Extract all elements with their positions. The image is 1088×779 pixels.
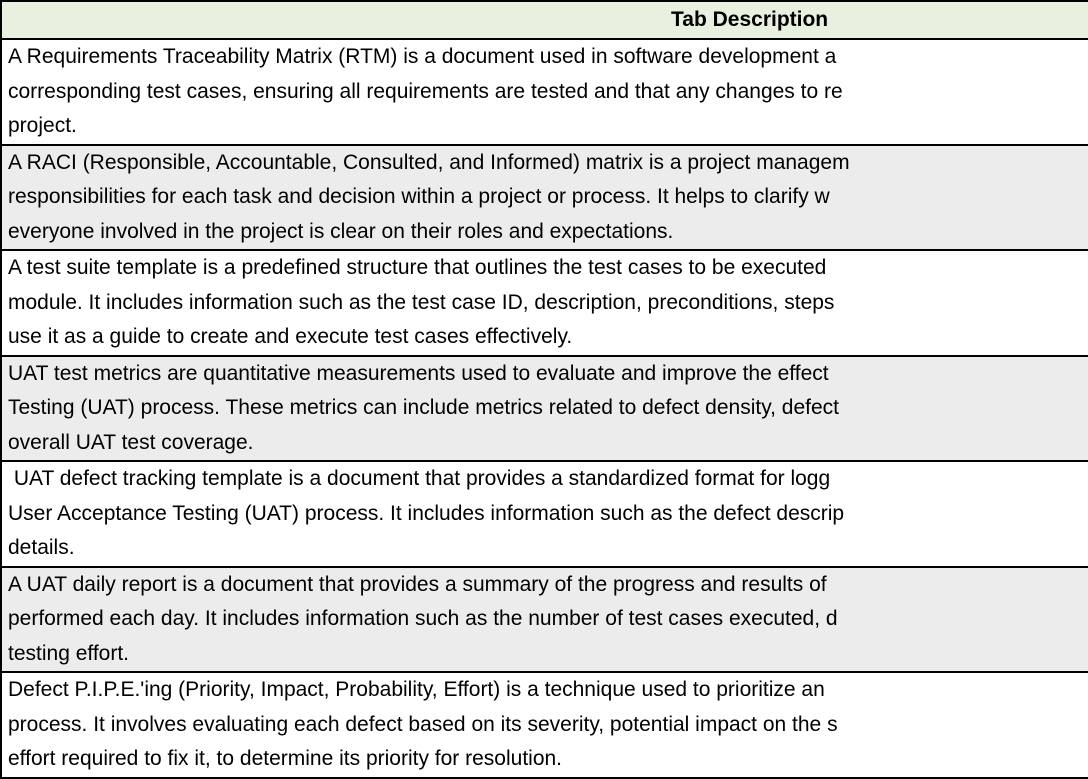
description-line: module. It includes information such as the test case ID, description, preconditions, steps [8, 290, 835, 314]
description-line: details. [8, 536, 75, 559]
description-line: performed each day. It includes information such as the number of test cases executed, d [8, 607, 838, 630]
description-line: effort required to fix it, to determine its priority for resolution. [8, 747, 563, 770]
description-line: A Requirements Traceability Matrix (RTM) is a document used in software development a [8, 45, 837, 68]
cell-header-tab-description[interactable] [1, 1, 1088, 39]
description-cell[interactable] [1, 461, 1088, 567]
description-cell[interactable] [1, 672, 1088, 778]
description-line: UAT test metrics are quantitative measurements used to evaluate and improve the effect [8, 361, 829, 385]
table-row [0, 567, 1088, 673]
table-row [0, 145, 1088, 251]
table-row [0, 250, 1088, 356]
description-line: Defect P.I.P.E.'ing (Priority, Impact, Probability, Effort) is a technique used to prioritize an [8, 678, 825, 701]
description-line: corresponding test cases, ensuring all requirements are tested and that any changes to re [8, 79, 843, 103]
table-row [0, 672, 1088, 778]
description-cell[interactable] [1, 356, 1088, 462]
table-row [0, 461, 1088, 567]
description-cell[interactable] [1, 250, 1088, 356]
description-line: overall UAT test coverage. [8, 430, 254, 454]
header-row [0, 1, 1088, 39]
description-cell[interactable] [1, 39, 1088, 145]
description-line: Testing (UAT) process. These metrics can include metrics related to defect density, defect [8, 396, 840, 419]
description-line: testing effort. [8, 641, 130, 665]
description-line: User Acceptance Testing (UAT) process. It includes information such as the defect descrip [8, 501, 845, 525]
description-cell[interactable] [1, 145, 1088, 251]
description-line: use it as a guide to create and execute test cases effectively. [8, 325, 573, 348]
table-row [0, 356, 1088, 462]
column-header-title: Tab Description [671, 8, 829, 31]
description-line: responsibilities for each task and decision within a project or process. It helps to clarify w [8, 185, 830, 208]
description-line: project. [8, 114, 77, 137]
description-cell[interactable] [1, 567, 1088, 673]
description-line: UAT defect tracking template is a document that provides a standardized format for logg [8, 467, 831, 490]
table-row [0, 39, 1088, 145]
description-line: everyone involved in the project is clear on their roles and expectations. [8, 219, 674, 243]
description-line: A RACI (Responsible, Accountable, Consulted, and Informed) matrix is a project managem [8, 150, 850, 174]
description-line: A test suite template is a predefined structure that outlines the test cases to be executed [8, 256, 827, 279]
description-line: A UAT daily report is a document that provides a summary of the progress and results of [8, 572, 827, 596]
description-line: process. It involves evaluating each defect based on its severity, potential impact on the s [8, 712, 838, 736]
